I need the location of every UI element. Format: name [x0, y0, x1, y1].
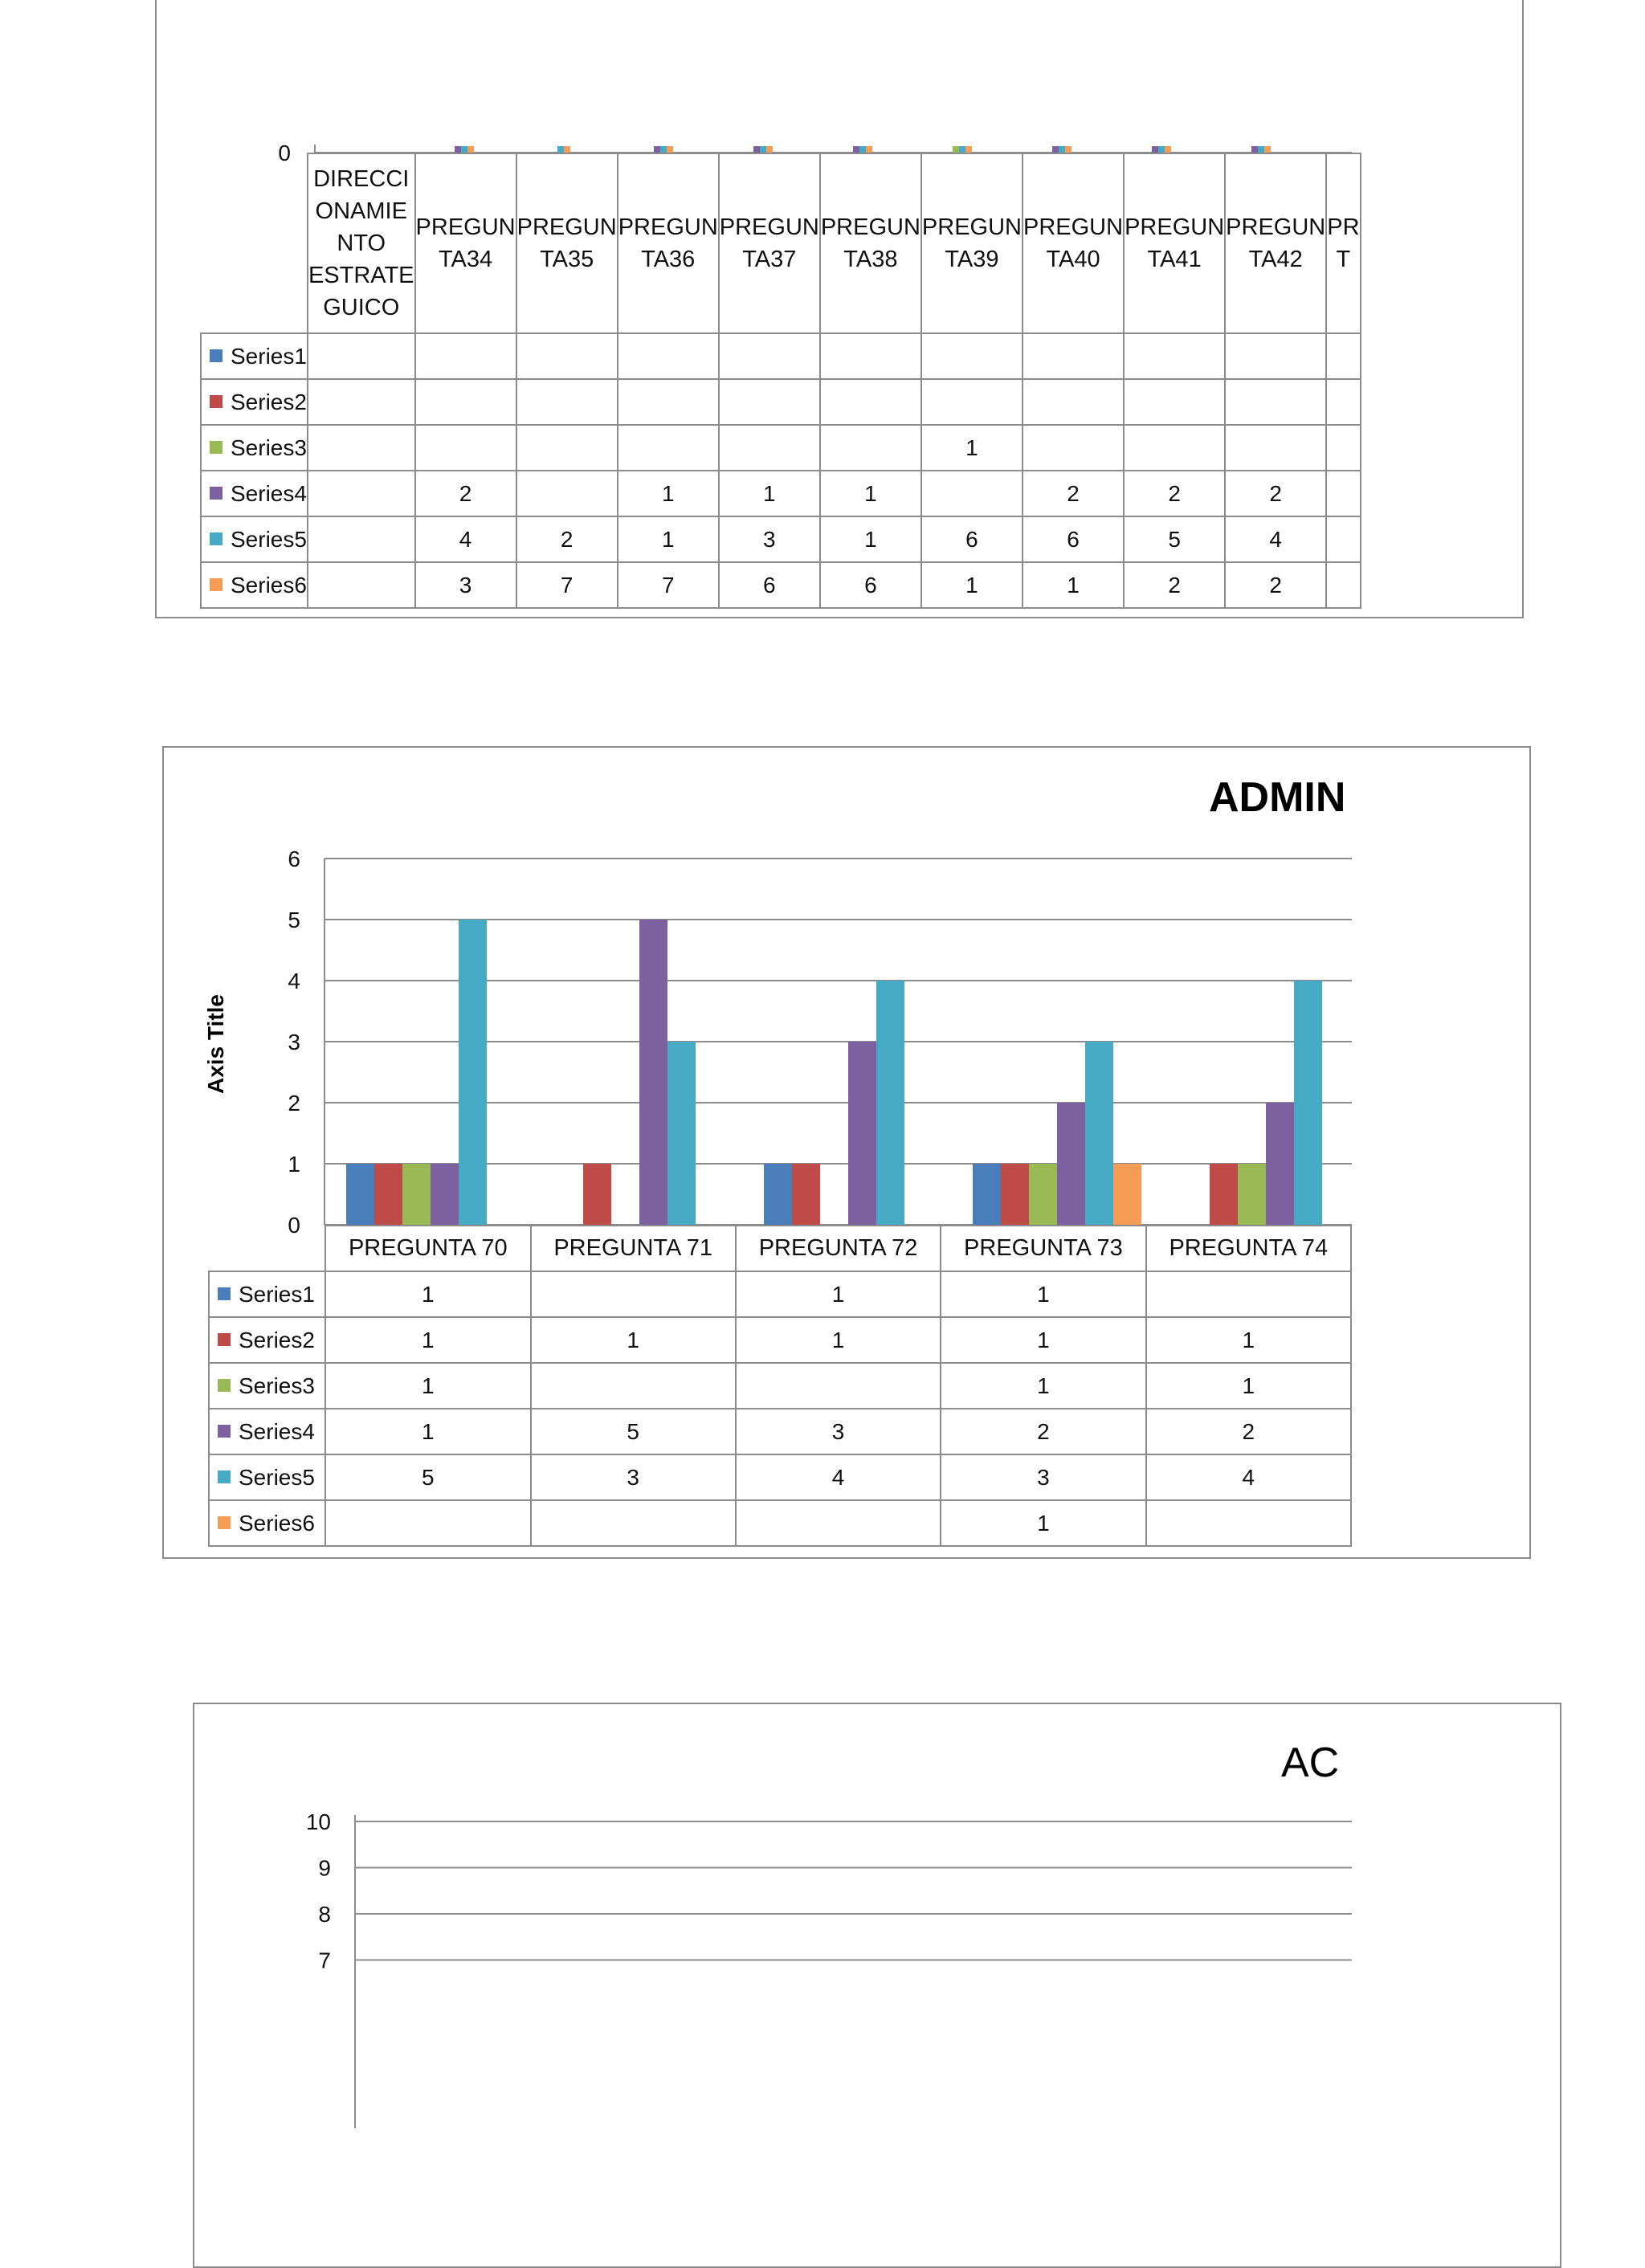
chart-1-value-cell: 3 — [415, 562, 516, 608]
chart-2-value-cell: 1 — [941, 1500, 1145, 1546]
chart-1-value-cell: 2 — [415, 471, 516, 516]
chart-2-value-cell: 2 — [1146, 1409, 1351, 1454]
chart-1-category-label: PREGUN — [719, 214, 819, 240]
chart-2-y-tick-label: 1 — [288, 1152, 300, 1177]
chart-3-y-tick-label: 8 — [318, 1902, 331, 1927]
chart-1-category-label: NTO — [337, 230, 386, 256]
chart-2-series-name: Series2 — [239, 1327, 315, 1352]
chart-1-series-name: Series2 — [231, 389, 307, 414]
chart-2-y-axis-title: Axis Title — [203, 994, 228, 1094]
chart-1-category-label: PREGUN — [1023, 214, 1124, 240]
chart-1-category-label: TA34 — [438, 247, 493, 272]
chart-2-value-cell: 5 — [531, 1409, 736, 1454]
chart-1-value-cell: 1 — [719, 471, 820, 516]
chart-2-category-label: PREGUNTA 70 — [348, 1235, 508, 1261]
chart-2-series-name: Series5 — [239, 1464, 315, 1490]
chart-2-value-cell: 1 — [941, 1271, 1145, 1317]
chart-1-value-cell: 1 — [618, 516, 719, 562]
chart-1-value-cell: 4 — [415, 516, 516, 562]
chart-1-series-name: Series3 — [231, 434, 307, 460]
chart-1-value-cell: 6 — [1023, 516, 1124, 562]
chart-1-value-cell: 2 — [1225, 471, 1326, 516]
chart-1-category-label: TA40 — [1046, 247, 1100, 272]
chart-2-value-cell: 1 — [325, 1409, 530, 1454]
chart-1-category-label: ESTRATE — [308, 263, 414, 288]
chart-1-value-cell: 1 — [1023, 562, 1124, 608]
chart-2-value-cell: 1 — [325, 1363, 530, 1409]
chart-2-y-tick-label: 5 — [288, 908, 300, 932]
chart-2-category-label: PREGUNTA 72 — [758, 1235, 918, 1261]
chart-1-value-cell: 1 — [820, 516, 921, 562]
chart-1-category-label: TA35 — [540, 247, 594, 272]
chart-2-value-cell: 1 — [941, 1317, 1145, 1363]
chart-1-value-cell: 7 — [618, 562, 719, 608]
chart-1-category-label: PREGUN — [1125, 214, 1225, 240]
chart-1-value-cell: 2 — [1124, 471, 1225, 516]
chart-3-y-tick-label: 9 — [318, 1855, 331, 1881]
chart-1-category-label: GUICO — [323, 295, 400, 320]
chart-1-series-name: Series5 — [231, 526, 307, 552]
chart-1-value-cell: 3 — [719, 516, 820, 562]
chart-1-category-label: PREGUN — [820, 214, 920, 240]
chart-1-series-name: Series1 — [231, 343, 307, 369]
chart-1-category-label: T — [1336, 247, 1351, 272]
chart-2-title: ADMIN — [1209, 774, 1346, 821]
chart-2-value-cell: 1 — [1146, 1363, 1351, 1409]
chart-2-value-cell: 1 — [736, 1271, 941, 1317]
chart-1-value-cell: 4 — [1225, 516, 1326, 562]
chart-2-series-name: Series4 — [239, 1418, 315, 1444]
chart-1-series-name: Series4 — [231, 480, 307, 506]
chart-2-value-cell: 4 — [1146, 1454, 1351, 1500]
chart-2-value-cell: 3 — [736, 1409, 941, 1454]
chart-2-series-name: Series6 — [239, 1510, 315, 1536]
chart-2-value-cell: 1 — [941, 1363, 1145, 1409]
chart-2-value-cell: 3 — [531, 1454, 736, 1500]
chart-2-y-tick-label: 3 — [288, 1030, 300, 1054]
chart-1-value-cell: 2 — [1124, 562, 1225, 608]
chart-1-value-cell: 5 — [1124, 516, 1225, 562]
chart-1-y-tick: 0 — [278, 141, 291, 165]
chart-1-value-cell: 1 — [921, 425, 1023, 471]
chart-2-value-cell: 2 — [941, 1409, 1145, 1454]
chart-2-category-label: PREGUNTA 71 — [553, 1235, 713, 1261]
chart-1-category-label: PR — [1327, 214, 1360, 240]
chart-1-category-label: PREGUN — [618, 214, 718, 240]
chart-1-value-cell: 7 — [516, 562, 618, 608]
chart-2-series-name: Series1 — [239, 1281, 315, 1307]
chart-2-value-cell: 1 — [736, 1317, 941, 1363]
chart-1-category-label: PREGUN — [921, 214, 1022, 240]
chart-1-value-cell: 2 — [1023, 471, 1124, 516]
chart-1-value-cell: 6 — [719, 562, 820, 608]
chart-1-value-cell: 6 — [921, 516, 1023, 562]
chart-2-value-cell: 4 — [736, 1454, 941, 1500]
chart-2-value-cell: 5 — [325, 1454, 530, 1500]
chart-1-category-label: TA39 — [945, 247, 999, 272]
chart-3-y-tick-label: 10 — [305, 1809, 331, 1834]
chart-1-category-label: ONAMIE — [315, 198, 407, 224]
chart-1-category-label: PREGUN — [1226, 214, 1326, 240]
chart-2-y-tick-label: 0 — [288, 1213, 300, 1238]
chart-1-category-label: TA42 — [1248, 247, 1303, 272]
chart-1-category-label: TA37 — [742, 247, 797, 272]
chart-1-value-cell: 2 — [516, 516, 618, 562]
chart-1-category-label: PREGUN — [415, 214, 516, 240]
chart-2-y-tick-label: 4 — [288, 969, 300, 993]
chart-1-category-label: TA38 — [843, 247, 898, 272]
chart-1-value-cell: 6 — [820, 562, 921, 608]
chart-2-value-cell: 1 — [325, 1317, 530, 1363]
chart-3-y-tick-label: 7 — [318, 1948, 331, 1973]
chart-1-value-cell: 1 — [820, 471, 921, 516]
chart-1-category-label: TA41 — [1147, 247, 1202, 272]
chart-1-value-cell: 1 — [618, 471, 719, 516]
chart-2-series-name: Series3 — [239, 1373, 315, 1398]
chart-1-category-label: PREGUN — [516, 214, 617, 240]
chart-1-category-label: TA36 — [641, 247, 696, 272]
chart-2-category-label: PREGUNTA 73 — [964, 1235, 1123, 1261]
chart-2-value-cell: 1 — [531, 1317, 736, 1363]
chart-1-category-label: DIRECCI — [313, 166, 410, 192]
chart-3-title: AC — [1281, 1740, 1340, 1786]
chart-2-y-tick-label: 2 — [288, 1091, 300, 1116]
chart-1-series-name: Series6 — [231, 572, 307, 598]
chart-1-value-cell: 1 — [921, 562, 1023, 608]
chart-2-y-tick-label: 6 — [288, 846, 300, 871]
chart-2-value-cell: 3 — [941, 1454, 1145, 1500]
chart-2-category-label: PREGUNTA 74 — [1169, 1235, 1329, 1261]
chart-2-value-cell: 1 — [1146, 1317, 1351, 1363]
chart-2-value-cell: 1 — [325, 1271, 530, 1317]
chart-1-value-cell: 2 — [1225, 562, 1326, 608]
